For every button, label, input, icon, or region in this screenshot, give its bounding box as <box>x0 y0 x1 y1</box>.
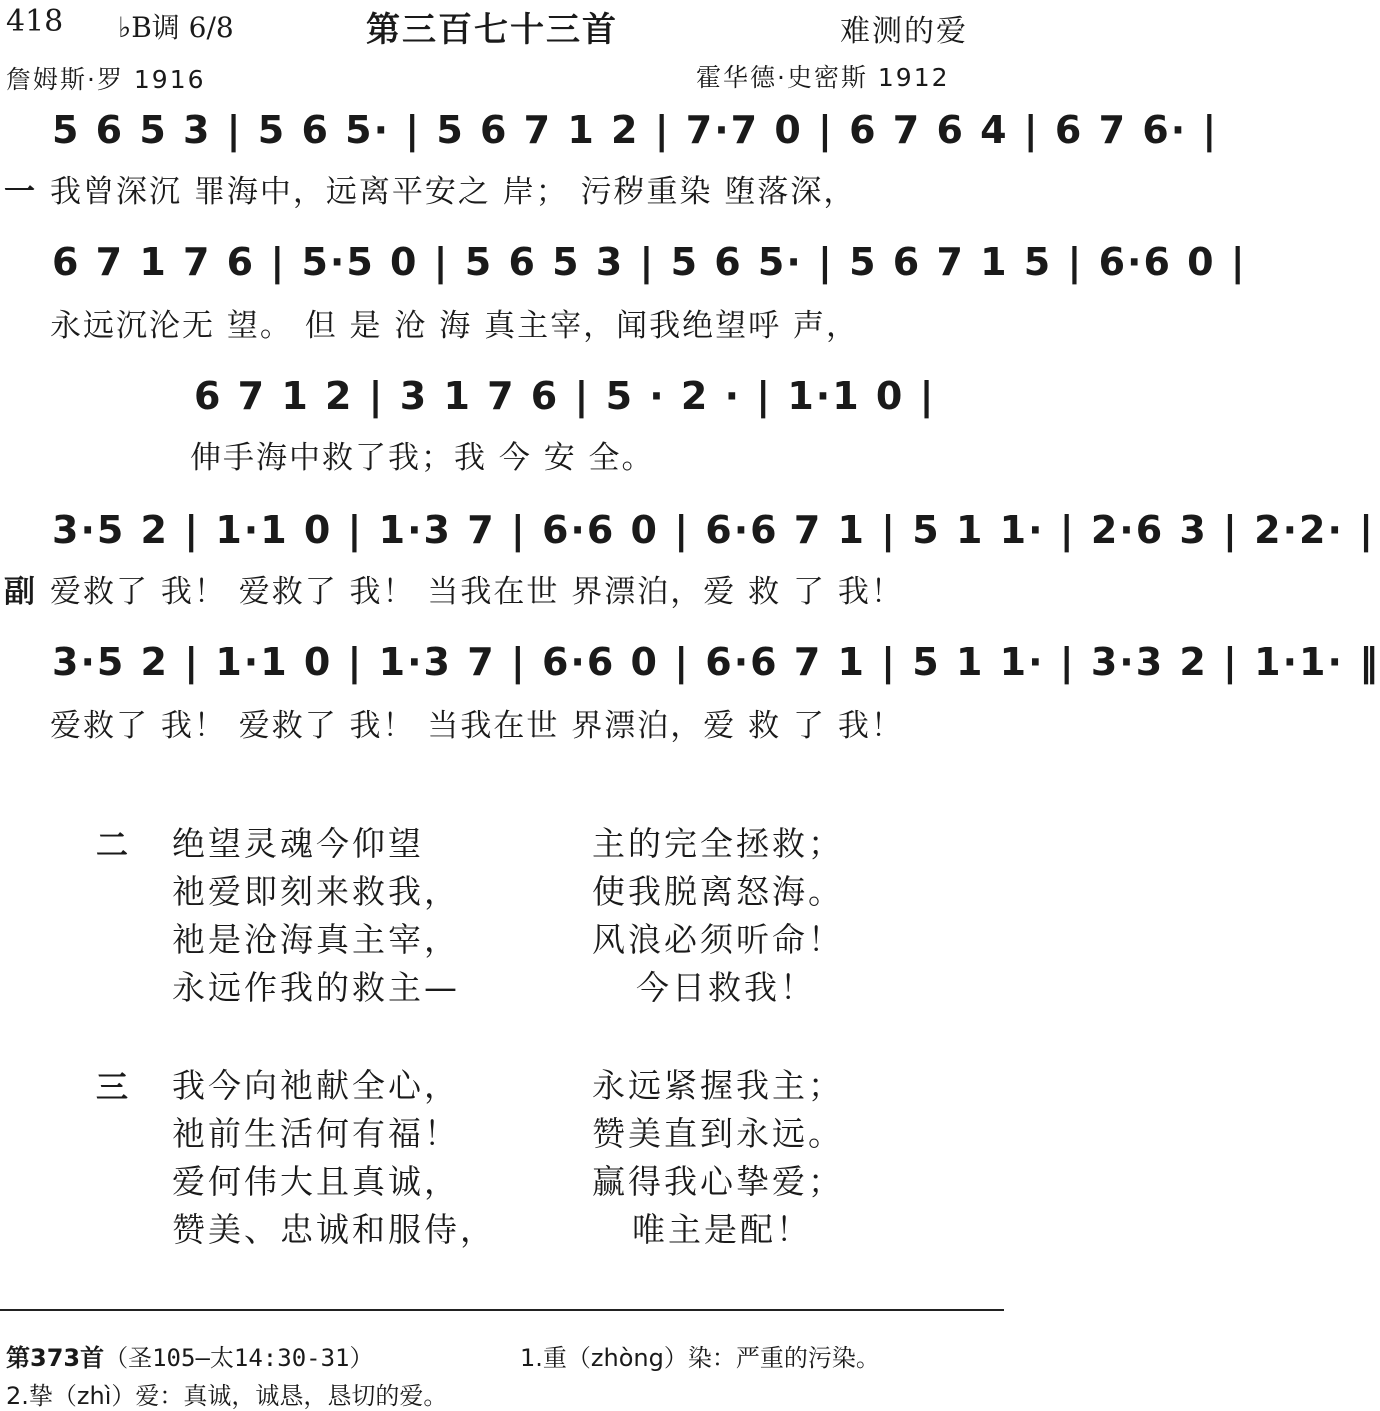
lyrics-line-5: 爱救了 我！ 爱救了 我！ 当我在世 界漂泊，爱 救 了 我！ <box>50 708 904 744</box>
reference-text: （圣105—太14:30-31） <box>104 1344 374 1372</box>
verse-number: 二 <box>96 826 129 864</box>
verse-line-a: 赞美、忠诚和服侍， <box>172 1210 496 1249</box>
notation-line-5: 3·5 2 | 1·1 0 | 1·3 7 | 6·6 0 | 6·6 7 1 | 5 1 1· | 3·3 2 | 1·1· ‖ <box>52 640 1380 684</box>
hymn-number-label: 第373首 <box>6 1344 105 1372</box>
verse-line-b: 使我脱离怒海。 <box>592 872 844 911</box>
verse-line-a: 祂爱即刻来救我， <box>172 872 460 911</box>
verse-line-a: 永远作我的救主— <box>172 968 460 1007</box>
verse-line-b: 赢得我心挚爱； <box>592 1162 844 1201</box>
verse-line-a: 我今向祂献全心， <box>172 1066 460 1105</box>
verse-line-a: 祂是沧海真主宰， <box>172 920 460 959</box>
verse-line-a: 祂前生活何有福！ <box>172 1114 460 1153</box>
verse-line-b: 风浪必须听命！ <box>592 920 844 959</box>
verse-line-b: 主的完全拯救； <box>592 824 844 863</box>
notation-line-4: 3·5 2 | 1·1 0 | 1·3 7 | 6·6 0 | 6·6 7 1 | 5 1 1· | 2·6 3 | 2·2· | <box>52 508 1376 552</box>
hymn-subtitle: 难测的爱 <box>840 14 968 49</box>
verse-line-b: 今日救我！ <box>636 968 816 1007</box>
lyrics-line-2: 永远沉沦无 望。 但 是 沧 海 真主宰，闻我绝望呼 声， <box>50 308 859 344</box>
hymn-title: 第三百七十三首 <box>366 10 618 50</box>
notation-line-3: 6 7 1 2 | 3 1 7 6 | 5 · 2 · | 1·1 0 | <box>194 374 936 418</box>
verse-number: 三 <box>96 1068 129 1106</box>
lyricist-credit: 詹姆斯·罗 1916 <box>6 65 206 94</box>
footnote-one: 1.重（zhòng）染：严重的污染。 <box>520 1344 880 1372</box>
notation-line-1: 5 6 5 3 | 5 6 5· | 5 6 7 1 2 | 7·7 0 | 6 7 6 4 | 6 7 6· | <box>52 108 1219 152</box>
scripture-reference <box>6 1338 374 1373</box>
lyrics-line-4: 爱救了 我！ 爱救了 我！ 当我在世 界漂泊，爱 救 了 我！ <box>50 574 904 610</box>
footnote-two: 2.挚（zhì）爱：真诚，诚恳，恳切的爱。 <box>6 1382 448 1410</box>
verse-line-b: 唯主是配！ <box>632 1210 812 1249</box>
verse-line-b: 永远紧握我主； <box>592 1066 844 1105</box>
composer-credit: 霍华德·史密斯 1912 <box>696 63 950 92</box>
verse-one-marker: 一 <box>4 174 35 210</box>
refrain-marker: 副 <box>4 574 35 610</box>
footer-divider <box>0 1309 1004 1311</box>
verse-line-a: 绝望灵魂今仰望 <box>172 824 424 863</box>
lyrics-line-3: 伸手海中救了我；我 今 安 全。 <box>190 440 655 476</box>
lyrics-line-1: 我曾深沉 罪海中，远离平安之 岸； 污秽重染 堕落深， <box>50 174 857 210</box>
verse-line-b: 赞美直到永远。 <box>592 1114 844 1153</box>
notation-line-2: 6 7 1 7 6 | 5·5 0 | 5 6 5 3 | 5 6 5· | 5 6 7 1 5 | 6·6 0 | <box>52 240 1247 284</box>
key-signature: ♭B调 6/8 <box>118 11 234 44</box>
page-number: 418 <box>6 4 64 39</box>
verse-line-a: 爱何伟大且真诚， <box>172 1162 460 1201</box>
